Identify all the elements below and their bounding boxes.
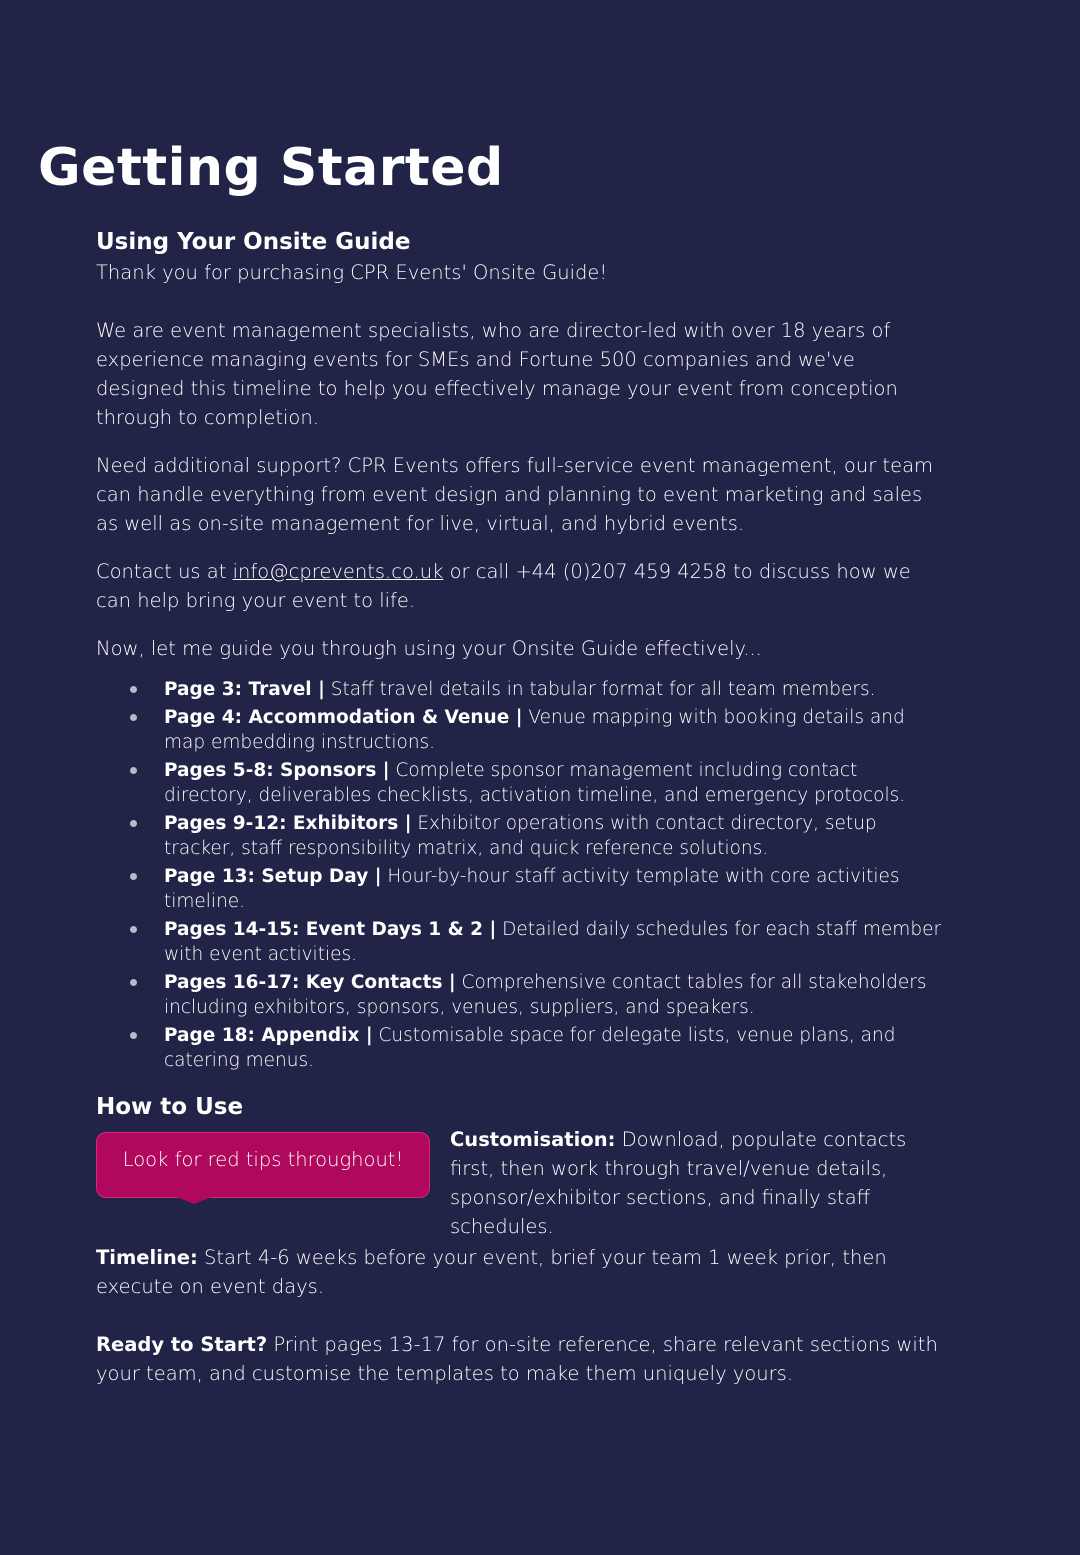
customisation-label: Customisation: — [450, 1127, 616, 1151]
ready-body: Print pages 13-17 for on-site reference, share relevant sections with your team, and customise the templates to make them uniquely yours. — [96, 1332, 938, 1385]
feature-title: Pages 16-17: Key Contacts | — [164, 971, 456, 993]
tip-callout: Look for red tips throughout! — [96, 1132, 430, 1198]
intro-heading: Using Your Onsite Guide — [96, 229, 411, 255]
list-item — [164, 705, 942, 756]
feature-desc: Exhibitor operations with contact directory, setup tracker, staff responsibility matrix, and quick reference solutions. — [164, 812, 877, 859]
about-text: We are event management specialists, who are director-led with over 18 years of experience managing events for SMEs and Fortune 500 companies and we've designed this timeline to help you effectively manage your event from conception through to completion. — [96, 319, 898, 429]
list-item — [164, 758, 942, 809]
list-item — [164, 677, 942, 703]
feature-desc: Comprehensive contact tables for all stakeholders including exhibitors, sponsors, venues, suppliers, and speakers. — [164, 971, 927, 1018]
how-to-row — [96, 1125, 942, 1243]
contact-suffix: or call +44 (0)207 459 4258 to discuss how we can help bring your event to life. — [96, 560, 911, 612]
feature-title: Pages 14-15: Event Days 1 & 2 | — [164, 918, 497, 940]
guide-intro-text: Now, let me guide you through using your Onsite Guide effectively... — [96, 637, 762, 660]
email-link[interactable]: info@cprevents.co.uk — [232, 560, 444, 583]
feature-desc: Complete sponsor management including contact directory, deliverables checklists, activation timeline, and emergency protocols. — [164, 759, 906, 806]
list-item — [164, 864, 942, 915]
timeline-text — [96, 1243, 942, 1301]
feature-title: Page 3: Travel | — [164, 679, 325, 700]
how-to-heading: How to Use — [96, 1093, 244, 1120]
timeline-body: Start 4-6 weeks before your event, brief your team 1 week prior, then execute on event days. — [96, 1245, 887, 1298]
content — [96, 226, 942, 1388]
tip-callout-pointer — [174, 1196, 214, 1204]
feature-desc: Hour-by-hour staff activity template with core activities timeline. — [164, 865, 900, 912]
feature-title: Pages 5-8: Sponsors | — [164, 759, 390, 781]
timeline-label: Timeline: — [96, 1245, 198, 1269]
feature-list — [96, 677, 942, 1074]
thanks-text: Thank you for purchasing CPR Events' Onsite Guide! — [96, 261, 608, 284]
list-item — [164, 811, 942, 862]
customisation-text — [450, 1125, 930, 1241]
feature-title: Pages 9-12: Exhibitors | — [164, 812, 412, 834]
customisation-body: Download, populate contacts first, then work through travel/venue details, sponsor/exhibitor sections, and finally staff schedules. — [450, 1127, 907, 1238]
ready-label: Ready to Start? — [96, 1332, 268, 1356]
list-item — [164, 917, 942, 968]
feature-desc: Detailed daily schedules for each staff member with event activities. — [164, 918, 942, 965]
feature-title: Page 13: Setup Day | — [164, 865, 382, 887]
list-item — [164, 1023, 942, 1074]
contact-text — [96, 557, 942, 615]
feature-title: Page 4: Accommodation & Venue | — [164, 706, 523, 728]
support-text: Need additional support? CPR Events offers full-service event management, our team can handle everything from event design and planning to event marketing and sales as well as on-site management for live, virtual, and hybrid events. — [96, 454, 934, 535]
feature-desc: Staff travel details in tabular format for all team members. — [324, 679, 876, 700]
contact-prefix: Contact us at — [96, 560, 233, 583]
feature-desc: Venue mapping with booking details and map embedding instructions. — [164, 706, 905, 753]
feature-title: Page 18: Appendix | — [164, 1024, 373, 1046]
page-title: Getting Started — [38, 138, 504, 198]
list-item — [164, 970, 942, 1021]
ready-text — [96, 1330, 942, 1388]
feature-desc: Customisable space for delegate lists, venue plans, and catering menus. — [164, 1024, 896, 1071]
